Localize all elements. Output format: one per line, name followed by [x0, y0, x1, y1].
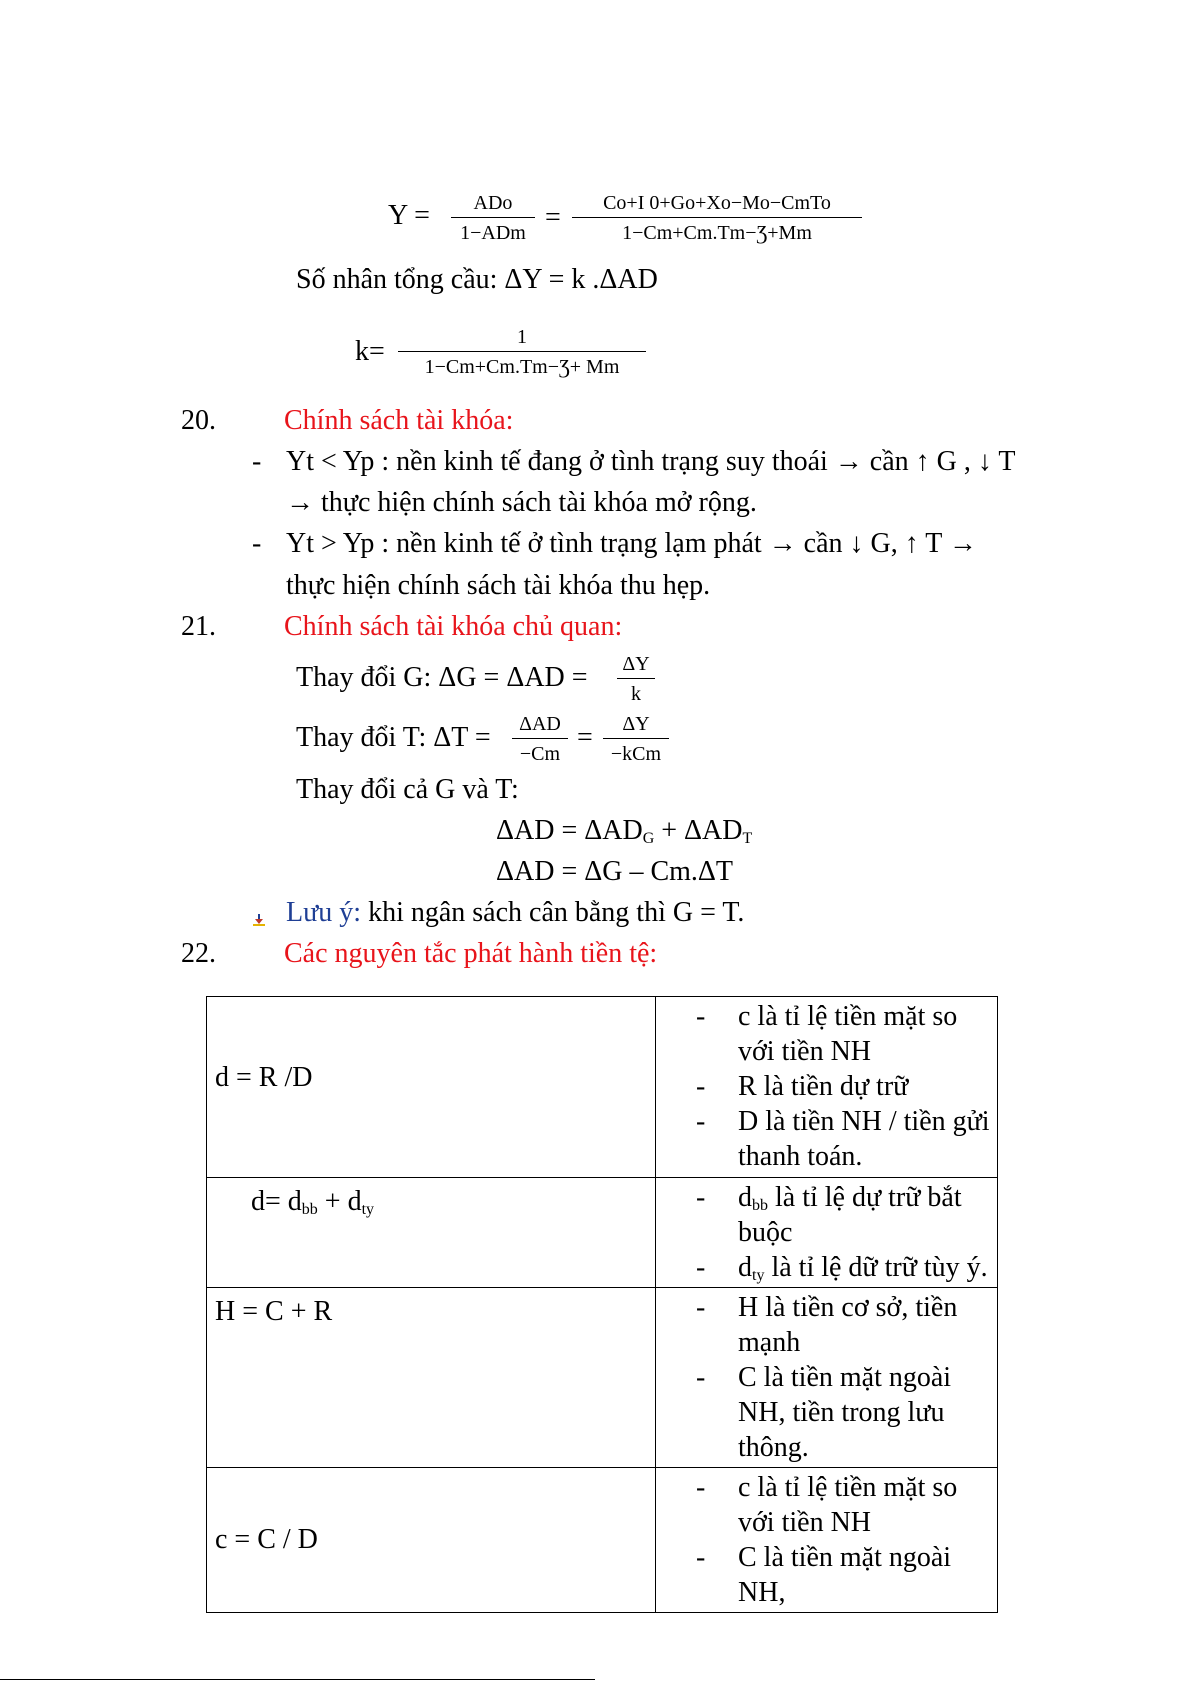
- formula-c-ratio: c = C / D: [215, 1524, 318, 1555]
- table-desc-cell: [656, 997, 998, 1178]
- table-row: [207, 1288, 998, 1468]
- eq1-part-a: ΔAD = ΔAD: [496, 815, 643, 846]
- dash-bullet: -: [252, 446, 262, 477]
- change-g-text: Thay đổi G: ΔG = ΔAD =: [296, 662, 588, 693]
- section-20-line-1: Yt < Yp : nền kinh tế đang ở tình trạng suy thoái → cần ↑ G , ↓ T: [286, 446, 1016, 477]
- formula-h: H = C + R: [215, 1296, 333, 1327]
- eq1-part-b: + ΔAD: [654, 815, 743, 846]
- bottom-divider: [0, 1679, 595, 1680]
- eq1-sub-g: G: [642, 830, 655, 847]
- note-icon: [252, 905, 266, 919]
- k-fraction: [398, 327, 646, 377]
- table-desc-cell: [656, 1288, 998, 1468]
- change-t-equals: =: [577, 722, 593, 753]
- list-item: - C là tiền mặt ngoài NH,: [696, 1540, 993, 1610]
- eq-y-fraction-2: [572, 193, 862, 243]
- eq-y-lhs: Y =: [388, 200, 430, 231]
- eq-y-f1-numerator: ADo: [473, 192, 513, 214]
- section-22-title: Các nguyên tắc phát hành tiền tệ:: [284, 938, 658, 969]
- section-21-number: 21.: [181, 611, 216, 642]
- table-formula-cell: [207, 1468, 656, 1613]
- change-g-denominator: k: [631, 683, 641, 705]
- note-label: Lưu ý:: [286, 897, 362, 928]
- change-both-text: Thay đổi cả G và T:: [296, 774, 519, 805]
- table-desc-cell: [656, 1468, 998, 1613]
- change-g-numerator: ΔY: [622, 653, 650, 675]
- eq-y-f2-numerator: Co+I 0+Go+Xo−Mo−CmTo: [603, 192, 831, 214]
- equation-delta-ad-components: [496, 817, 752, 845]
- note-line: [286, 899, 744, 927]
- k-label: k=: [355, 336, 385, 367]
- section-20-line-4: thực hiện chính sách tài khóa thu hẹp.: [286, 570, 711, 601]
- table-formula-cell: [207, 1288, 656, 1468]
- note-text: khi ngân sách cân bằng thì G = T.: [361, 897, 745, 928]
- eq1-sub-t: T: [742, 830, 753, 847]
- change-t-fraction-1: [512, 714, 568, 764]
- dash-bullet: -: [252, 528, 262, 559]
- section-22-number: 22.: [181, 938, 216, 969]
- list-item: - $d_{ty}$ là tỉ lệ dữ trữ tùy ý.: [696, 1250, 993, 1285]
- section-21-title: Chính sách tài khóa chủ quan:: [284, 611, 623, 642]
- list-item: - H là tiền cơ sở, tiền mạnh: [696, 1290, 993, 1360]
- equation-delta-ad-expanded: ΔAD = ΔG – Cm.ΔT: [496, 856, 734, 887]
- section-20-line-2: → thực hiện chính sách tài khóa mở rộng.: [286, 487, 757, 518]
- change-t-fraction-2: [603, 714, 669, 764]
- k-numerator: 1: [517, 326, 527, 348]
- table-row: [207, 1178, 998, 1288]
- list-item: - C là tiền mặt ngoài NH, tiền trong lưu thông.: [696, 1360, 993, 1465]
- eq-y-equals: =: [545, 202, 561, 233]
- change-t-text: Thay đổi T: ΔT =: [296, 722, 491, 753]
- list-item: - c là tỉ lệ tiền mặt so với tiền NH: [696, 1470, 993, 1540]
- formula-d-sum: $d= d_{bb} + d_{ty}$: [251, 1186, 375, 1218]
- eq-y-f1-denominator: 1−ADm: [460, 222, 526, 244]
- table-desc-cell: [656, 1178, 998, 1288]
- list-item: - R là tiền dự trữ: [696, 1069, 993, 1104]
- eq-y-f2-denominator: 1−Cm+Cm.Tm−Ʒ+Mm: [622, 222, 812, 244]
- list-item: - $d_{bb}$ là tỉ lệ dự trữ bắt buộc: [696, 1180, 993, 1250]
- change-g-fraction: [617, 654, 655, 704]
- list-item: - c là tỉ lệ tiền mặt so với tiền NH: [696, 999, 993, 1069]
- table-formula-cell: [207, 1178, 656, 1288]
- k-denominator: 1−Cm+Cm.Tm−Ʒ+ Mm: [424, 356, 620, 378]
- list-item: - D là tiền NH / tiền gửi thanh toán.: [696, 1104, 993, 1174]
- eq-y-fraction-1: [451, 193, 535, 243]
- table-formula-cell: [207, 997, 656, 1178]
- change-t-denominator-2: −kCm: [610, 743, 662, 765]
- section-20-title: Chính sách tài khóa:: [284, 405, 514, 436]
- multiplier-text: Số nhân tổng cầu: ΔY = k .ΔAD: [296, 264, 658, 295]
- change-t-numerator-1: ΔAD: [519, 713, 561, 735]
- table-row: [207, 1468, 998, 1613]
- change-t-denominator-1: −Cm: [519, 743, 561, 765]
- money-issuance-table: [206, 996, 998, 1613]
- table-row: [207, 997, 998, 1178]
- section-20-number: 20.: [181, 405, 216, 436]
- formula-d-ratio: d = R /D: [215, 1062, 313, 1093]
- section-20-line-3: Yt > Yp : nền kinh tế ở tình trạng lạm phát → cần ↓ G, ↑ T →: [286, 528, 977, 559]
- change-t-numerator-2: ΔY: [622, 713, 650, 735]
